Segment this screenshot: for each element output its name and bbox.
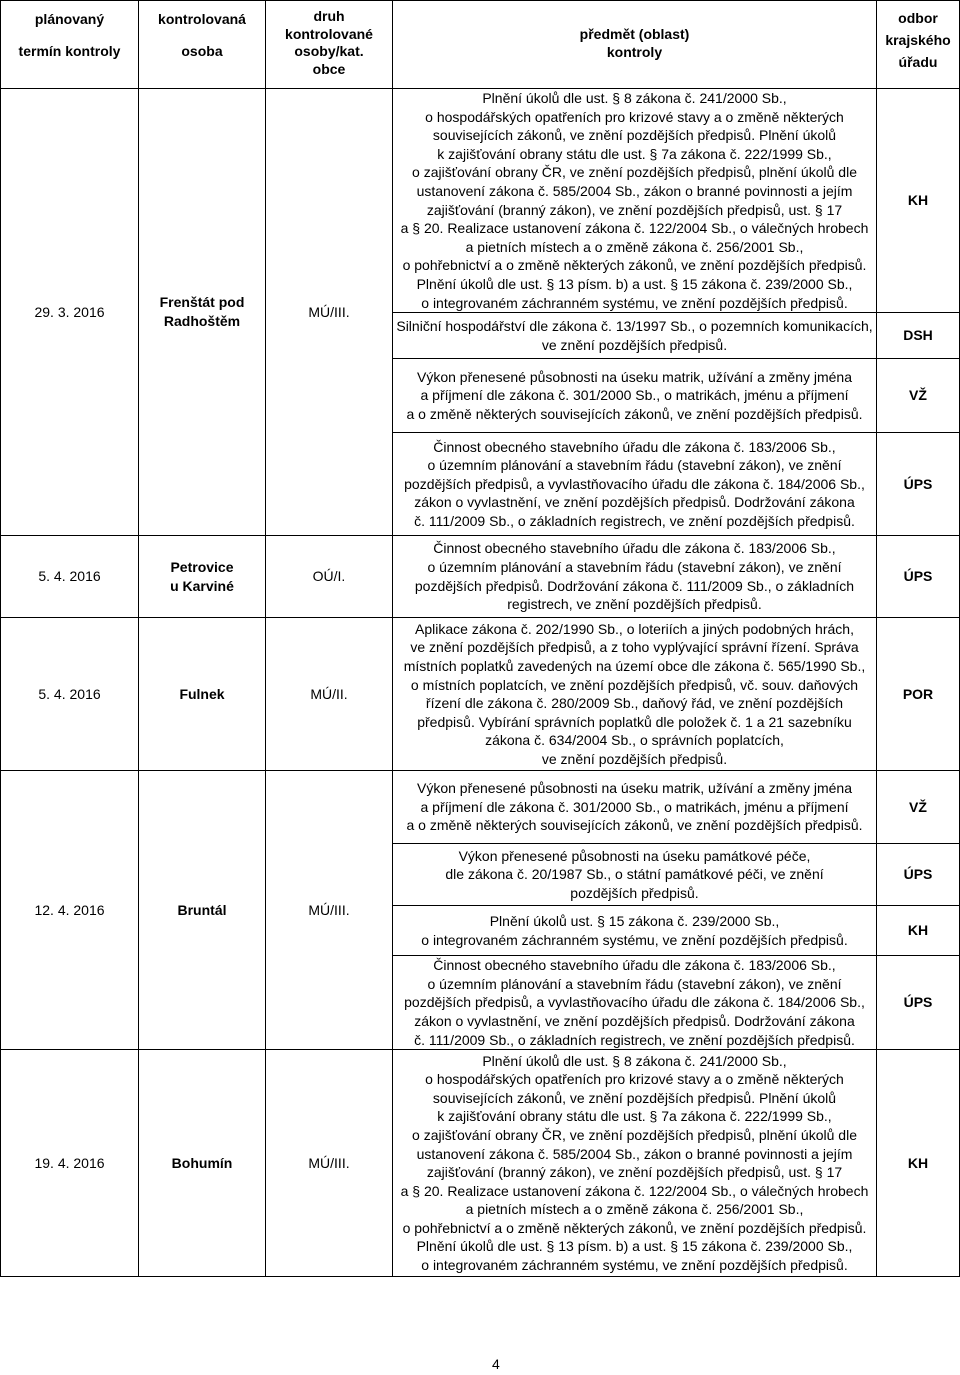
department-cell: KH xyxy=(877,1050,960,1277)
entity-type-cell: MÚ/III. xyxy=(266,89,393,536)
planned-date-cell: 19. 4. 2016 xyxy=(1,1050,139,1277)
subject-cell: Plnění úkolů dle ust. § 8 zákona č. 241/2000 Sb., o hospodářských opatřeních pro krizové stavy a o změně některých souvisejících zákonů, ve znění pozdějších předpisů. Plnění úkolů k zajišťování obrany státu dle ust. § 7a zákona č. 222/1999 Sb., o zajišťování obrany ČR, ve znění pozdějších předpisů, plnění úkolů dle ustanovení zákona č. 585/2004 Sb., zákon o branné povinnosti a jejím zajišťování (branný zákon), ve znění pozdějších předpisů, ust. § 17 a § 20. Realizace ustanovení zákona č. 122/2004 Sb., o válečných hrobech a pietních místech a o změně zákona č. 256/2001 Sb., o pohřebnictví a o změně některých zákonů, ve znění pozdějších předpisů. Plnění úkolů dle ust. § 13 písm. b) a ust. § 15 zákona č. 239/2000 Sb., o integrovaném záchranném systému, ve znění pozdějších předpisů. xyxy=(393,89,877,313)
department-cell: ÚPS xyxy=(877,536,960,618)
inspected-entity-cell: Fulnek xyxy=(139,618,266,771)
subject-cell: Výkon přenesené působnosti na úseku matrik, užívání a změny jména a příjmení dle zákona č. 301/2000 Sb., o matrikách, jménu a příjmení a o změně některých souvisejících zákonů, ve znění pozdějších předpisů. xyxy=(393,771,877,844)
subject-cell: Výkon přenesené působnosti na úseku matrik, užívání a změny jména a příjmení dle zákona č. 301/2000 Sb., o matrikách, jménu a příjmení a o změně některých souvisejících zákonů, ve znění pozdějších předpisů. xyxy=(393,359,877,433)
subject-cell: Plnění úkolů ust. § 15 zákona č. 239/2000 Sb., o integrovaném záchranném systému, ve znění pozdějších předpisů. xyxy=(393,906,877,956)
inspected-entity-cell: Frenštát pod Radhoštěm xyxy=(139,89,266,536)
department-cell: KH xyxy=(877,906,960,956)
table-row xyxy=(1,1050,960,1277)
entity-type-cell: MÚ/II. xyxy=(266,618,393,771)
department-cell: KH xyxy=(877,89,960,313)
inspected-entity-cell: Bruntál xyxy=(139,771,266,1050)
department-cell: VŽ xyxy=(877,359,960,433)
page-number: 4 xyxy=(492,1356,500,1372)
department-cell: ÚPS xyxy=(877,844,960,906)
department-cell: VŽ xyxy=(877,771,960,844)
table-row xyxy=(1,618,960,771)
subject-cell: Výkon přenesené působnosti na úseku památkové péče, dle zákona č. 20/1987 Sb., o státní památkové péči, ve znění pozdějších předpisů. xyxy=(393,844,877,906)
table-row xyxy=(1,89,960,313)
subject-cell: Činnost obecného stavebního úřadu dle zákona č. 183/2006 Sb., o územním plánování a stavebním řádu (stavební zákon), ve znění pozdějších předpisů, a vyvlastňovacího úřadu dle zákona č. 184/2006 Sb., zákon o vyvlastnění, ve znění pozdějších předpisů. Dodržování zákona č. 111/2009 Sb., o základních registrech, ve znění pozdějších předpisů. xyxy=(393,433,877,536)
subject-cell: Silniční hospodářství dle zákona č. 13/1997 Sb., o pozemních komunikacích, ve znění pozdějších předpisů. xyxy=(393,313,877,359)
subject-cell: Činnost obecného stavebního úřadu dle zákona č. 183/2006 Sb., o územním plánování a stavebním řádu (stavební zákon), ve znění pozdějších předpisů, a vyvlastňovacího úřadu dle zákona č. 184/2006 Sb., zákon o vyvlastnění, ve znění pozdějších předpisů. Dodržování zákona č. 111/2009 Sb., o základních registrech, ve znění pozdějších předpisů. xyxy=(393,956,877,1050)
header-entity-type: druh kontrolované osoby/kat. obce xyxy=(266,1,393,89)
entity-type-cell: MÚ/III. xyxy=(266,1050,393,1277)
planned-date-cell: 29. 3. 2016 xyxy=(1,89,139,536)
subject-cell: Aplikace zákona č. 202/1990 Sb., o loteriích a jiných podobných hrách, ve znění pozdějších předpisů, a z toho vyplývající správní řízení. Správa místních poplatků zavedených na území obce dle zákona č. 565/1990 Sb., o místních poplatcích, ve znění pozdějších předpisů, vč. souv. daňových řízení dle zákona č. 280/2009 Sb., daňový řád, ve znění pozdějších předpisů. Vybírání správních poplatků dle položek č. 1 a 21 sazebníku zákona č. 634/2004 Sb., o správních poplatcích, ve znění pozdějších předpisů. xyxy=(393,618,877,771)
table-header xyxy=(1,1,960,89)
department-cell: DSH xyxy=(877,313,960,359)
table-row xyxy=(1,536,960,618)
planned-date-cell: 5. 4. 2016 xyxy=(1,536,139,618)
header-planned-date: plánovaný termín kontroly xyxy=(1,1,139,89)
header-inspected-entity: kontrolovaná osoba xyxy=(139,1,266,89)
inspected-entity-cell: Petrovice u Karviné xyxy=(139,536,266,618)
department-cell: ÚPS xyxy=(877,956,960,1050)
planned-date-cell: 5. 4. 2016 xyxy=(1,618,139,771)
department-cell: POR xyxy=(877,618,960,771)
entity-type-cell: MÚ/III. xyxy=(266,771,393,1050)
subject-cell: Plnění úkolů dle ust. § 8 zákona č. 241/2000 Sb., o hospodářských opatřeních pro krizové stavy a o změně některých souvisejících zákonů, ve znění pozdějších předpisů. Plnění úkolů k zajišťování obrany státu dle ust. § 7a zákona č. 222/1999 Sb., o zajišťování obrany ČR, ve znění pozdějších předpisů, plnění úkolů dle ustanovení zákona č. 585/2004 Sb., zákon o branné povinnosti a jejím zajišťování (branný zákon), ve znění pozdějších předpisů, ust. § 17 a § 20. Realizace ustanovení zákona č. 122/2004 Sb., o válečných hrobech a pietních místech a o změně zákona č. 256/2001 Sb., o pohřebnictví a o změně některých zákonů, ve znění pozdějších předpisů. Plnění úkolů dle ust. § 13 písm. b) a ust. § 15 zákona č. 239/2000 Sb., o integrovaném záchranném systému, ve znění pozdějších předpisů. xyxy=(393,1050,877,1277)
header-row xyxy=(1,1,960,89)
table-body xyxy=(1,89,960,1277)
subject-cell: Činnost obecného stavebního úřadu dle zákona č. 183/2006 Sb., o územním plánování a stavebním řádu (stavební zákon), ve znění pozdějších předpisů. Dodržování zákona č. 111/2009 Sb., o základních registrech, ve znění pozdějších předpisů. xyxy=(393,536,877,618)
header-subject: předmět (oblast) kontroly xyxy=(393,1,877,89)
inspected-entity-cell: Bohumín xyxy=(139,1050,266,1277)
header-department: odbor krajského úřadu xyxy=(877,1,960,89)
table-row xyxy=(1,771,960,844)
department-cell: ÚPS xyxy=(877,433,960,536)
entity-type-cell: OÚ/I. xyxy=(266,536,393,618)
planned-date-cell: 12. 4. 2016 xyxy=(1,771,139,1050)
